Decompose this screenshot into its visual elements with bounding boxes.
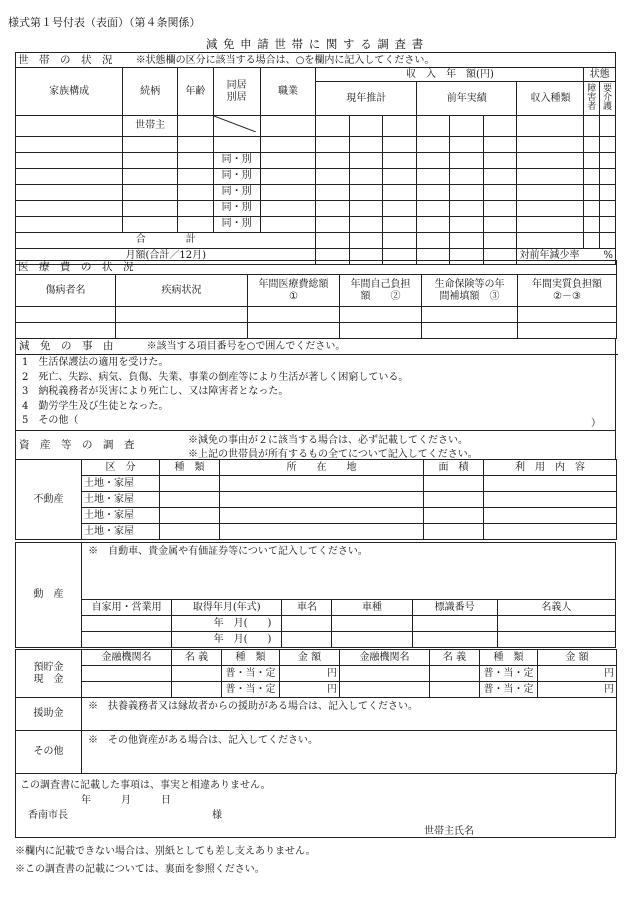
table-row bbox=[16, 184, 616, 200]
reasons-box bbox=[15, 338, 616, 431]
aid-other-table bbox=[15, 697, 617, 774]
col-plate: 標識番号 bbox=[412, 600, 497, 616]
total-label: 合 計 bbox=[16, 232, 316, 248]
col-insurance-a: 生命保険等の年 bbox=[434, 279, 505, 290]
household-heading-row bbox=[16, 53, 616, 68]
movable-label: 動 産 bbox=[16, 543, 82, 648]
reason-item-2[interactable]: 2 死亡、失踪、病気、負傷、失業、事業の倒産等により生活が著しく困窮している。 bbox=[22, 371, 409, 383]
table-row bbox=[16, 152, 616, 168]
col-relation: 続柄 bbox=[123, 68, 178, 116]
col-deposit-type: 種 類 bbox=[480, 650, 538, 666]
deposit-type-option[interactable]: 普・当・定 bbox=[222, 682, 280, 698]
assets-note-2: ※上記の世帯員が所有するもの全てについて記入してください。 bbox=[188, 449, 478, 460]
acquired-date[interactable]: 年 月( ) bbox=[172, 616, 282, 632]
col-self-pay-b: 額 ② bbox=[360, 290, 401, 302]
col-disease: 疾病状況 bbox=[116, 275, 248, 307]
land-building-option[interactable]: 土地・家屋 bbox=[82, 508, 160, 524]
real-estate-label: 不動産 bbox=[16, 460, 82, 540]
aid-label: 援助金 bbox=[16, 698, 82, 731]
other-cell[interactable] bbox=[82, 731, 617, 774]
table-row bbox=[16, 307, 617, 323]
col-income-type: 収入種類 bbox=[517, 82, 584, 116]
deposit-type-option[interactable]: 普・当・定 bbox=[222, 666, 280, 682]
medical-table bbox=[15, 260, 617, 339]
amount-cell[interactable]: 円 bbox=[538, 666, 617, 682]
amount-cell[interactable]: 円 bbox=[538, 682, 617, 698]
col-medical-total bbox=[248, 275, 340, 307]
col-medical-total-b: ① bbox=[289, 290, 298, 302]
col-area: 面 積 bbox=[424, 460, 484, 476]
land-building-option[interactable]: 土地・家屋 bbox=[82, 476, 160, 492]
footer-note-2: ※この調査書の記載については、裏面を参照ください。 bbox=[15, 864, 265, 875]
percent-sign: % bbox=[603, 250, 613, 262]
aid-note: ※ 扶養義務者又は縁故者からの援助がある場合は、記入してください。 bbox=[88, 701, 418, 712]
reasons-note: ※該当する項目番号を○で囲んでください。 bbox=[146, 341, 346, 352]
col-holder: 名 義 bbox=[172, 650, 222, 666]
reason-item-5[interactable]: 5 その他（ bbox=[22, 415, 79, 426]
col-job: 職業 bbox=[260, 68, 316, 116]
acquired-date[interactable]: 年 月( ) bbox=[172, 632, 282, 648]
household-note: ※状態欄の区分に該当する場合は、○を欄内に記入してください。 bbox=[135, 54, 435, 66]
reason-item-4[interactable]: 4 勤労学生及び生徒となった。 bbox=[22, 400, 169, 412]
monthly-label: 月額(合計／12月) bbox=[16, 248, 316, 264]
cohabit-value[interactable]: 同・別 bbox=[213, 152, 260, 168]
cohabit-value[interactable]: 同・別 bbox=[213, 216, 260, 232]
col-insurance-b: 間補填額 ③ bbox=[439, 290, 500, 302]
table-row bbox=[16, 492, 617, 508]
col-cohabit bbox=[213, 68, 260, 116]
col-acquired: 取得年月(年式) bbox=[172, 600, 282, 616]
form-title: 減 免 申 請 世 帯 に 関 す る 調 査 書 bbox=[205, 37, 425, 51]
savings-table bbox=[15, 649, 617, 698]
col-car-model: 車種 bbox=[332, 600, 412, 616]
table-row bbox=[16, 508, 617, 524]
signer-label: 世帯主氏名 bbox=[424, 826, 474, 837]
declaration-statement: この調査書に記載した事項は、事実と相違ありません。 bbox=[20, 780, 271, 791]
reason-close-paren: ） bbox=[591, 418, 601, 429]
table-row bbox=[16, 632, 616, 648]
col-bank: 金融機関名 bbox=[82, 650, 172, 666]
col-net-burden-b: ②－③ bbox=[553, 290, 581, 302]
head-label: 世帯主 bbox=[123, 116, 178, 137]
cohabit-value[interactable]: 同・別 bbox=[213, 184, 260, 200]
col-self-pay-a: 年間自己負担 bbox=[350, 279, 411, 290]
col-current: 現年推計 bbox=[316, 82, 417, 116]
real-estate-table bbox=[15, 459, 617, 540]
col-bank: 金融機関名 bbox=[340, 650, 430, 666]
assets-heading: 資 産 等 の 調 査 bbox=[19, 439, 135, 451]
savings-label bbox=[16, 650, 82, 698]
household-table bbox=[15, 52, 616, 265]
col-patient: 傷病者名 bbox=[16, 275, 116, 307]
col-income: 収 入 年 額(円) bbox=[316, 68, 584, 82]
table-row bbox=[16, 666, 617, 682]
form-number: 様式第１号付表（表面）（第４条関係） bbox=[8, 16, 201, 29]
col-owner: 名義人 bbox=[497, 600, 615, 616]
table-row bbox=[16, 524, 617, 540]
col-deposit-type: 種 類 bbox=[222, 650, 280, 666]
total-row bbox=[16, 232, 616, 248]
col-medical-total-a: 年間医療費総額 bbox=[258, 279, 329, 290]
movable-note-cell[interactable] bbox=[82, 543, 616, 600]
reasons-heading: 減 免 の 事 由 bbox=[19, 340, 114, 352]
reasons-list bbox=[22, 356, 408, 429]
family-cell[interactable] bbox=[16, 116, 123, 137]
declaration-box bbox=[15, 773, 616, 838]
reason-item-1[interactable]: 1 生活保護法の適用を受けた。 bbox=[22, 357, 169, 368]
col-net-burden bbox=[518, 275, 617, 307]
col-private-business: 自家用・営業用 bbox=[82, 600, 172, 616]
footer-note-1: ※欄内に記載できない場合は、別紙としても差し支えありません。 bbox=[15, 846, 316, 857]
other-label: その他 bbox=[16, 731, 82, 774]
col-disabled: 障害者 bbox=[584, 82, 600, 116]
table-row bbox=[16, 323, 617, 339]
col-status: 状態 bbox=[584, 68, 616, 82]
col-usage: 利 用 内 容 bbox=[484, 460, 617, 476]
col-amount: 金 額 bbox=[280, 650, 340, 666]
other-note: ※ その他資産がある場合は、記入してください。 bbox=[88, 735, 318, 746]
amount-cell[interactable]: 円 bbox=[280, 682, 340, 698]
table-row bbox=[16, 200, 616, 216]
col-self-pay bbox=[340, 275, 422, 307]
household-heading: 世 帯 の 状 況 bbox=[18, 53, 113, 66]
table-row bbox=[16, 216, 616, 232]
table-row bbox=[16, 116, 616, 137]
table-row bbox=[16, 682, 617, 698]
amount-cell[interactable]: 円 bbox=[280, 666, 340, 682]
col-cohabit-a: 同居 bbox=[226, 80, 247, 91]
col-kind: 区 分 bbox=[82, 460, 160, 476]
declaration-date[interactable]: 年 月 日 bbox=[81, 795, 171, 806]
col-family: 家族構成 bbox=[16, 68, 123, 116]
medical-heading: 医 療 費 の 状 況 bbox=[16, 261, 617, 275]
col-net-burden-a: 年間実質負担額 bbox=[532, 279, 603, 290]
col-holder: 名 義 bbox=[430, 650, 480, 666]
assets-heading-box bbox=[15, 429, 616, 460]
land-building-option[interactable]: 土地・家屋 bbox=[82, 492, 160, 508]
table-row bbox=[16, 136, 616, 152]
reason-item-3[interactable]: 3 納税義務者が災害により死亡し、又は障害者となった。 bbox=[22, 386, 289, 397]
table-row bbox=[16, 168, 616, 184]
table-row bbox=[16, 476, 617, 492]
decrease-label: 対前年減少率 bbox=[519, 250, 580, 262]
cohabit-value[interactable]: 同・別 bbox=[213, 200, 260, 216]
reasons-heading-row bbox=[16, 339, 618, 355]
assets-note-1: ※減免の事由が２に該当する場合は、必ず記載してください。 bbox=[188, 435, 468, 446]
aid-cell[interactable] bbox=[82, 698, 617, 731]
col-amount: 金 額 bbox=[538, 650, 617, 666]
col-age: 年齢 bbox=[177, 68, 213, 116]
movable-table bbox=[15, 542, 616, 648]
col-car-name: 車名 bbox=[282, 600, 332, 616]
col-cohabit-b: 別居 bbox=[226, 91, 247, 103]
savings-label-b: 現 金 bbox=[33, 673, 64, 685]
col-previous: 前年実績 bbox=[416, 82, 517, 116]
col-type: 種 類 bbox=[160, 460, 220, 476]
col-care: 要介護 bbox=[600, 82, 616, 116]
movable-note: ※ 自動車、貴金属や有価証券等について記入してください。 bbox=[88, 546, 368, 557]
diagonal-line-icon bbox=[214, 116, 256, 132]
age-cell[interactable] bbox=[177, 116, 213, 137]
deposit-type-option[interactable]: 普・当・定 bbox=[480, 666, 538, 682]
cohabit-value[interactable]: 同・別 bbox=[213, 168, 260, 184]
col-insurance bbox=[422, 275, 518, 307]
cohabit-diagonal-cell bbox=[213, 116, 260, 137]
table-row bbox=[16, 616, 616, 632]
land-building-option[interactable]: 土地・家屋 bbox=[82, 524, 160, 540]
savings-label-a: 預貯金 bbox=[33, 662, 64, 673]
declaration-sama: 様 bbox=[212, 810, 222, 821]
deposit-type-option[interactable]: 普・当・定 bbox=[480, 682, 538, 698]
col-location: 所 在 地 bbox=[220, 460, 424, 476]
declaration-addressee: 香南市長 bbox=[28, 810, 68, 821]
